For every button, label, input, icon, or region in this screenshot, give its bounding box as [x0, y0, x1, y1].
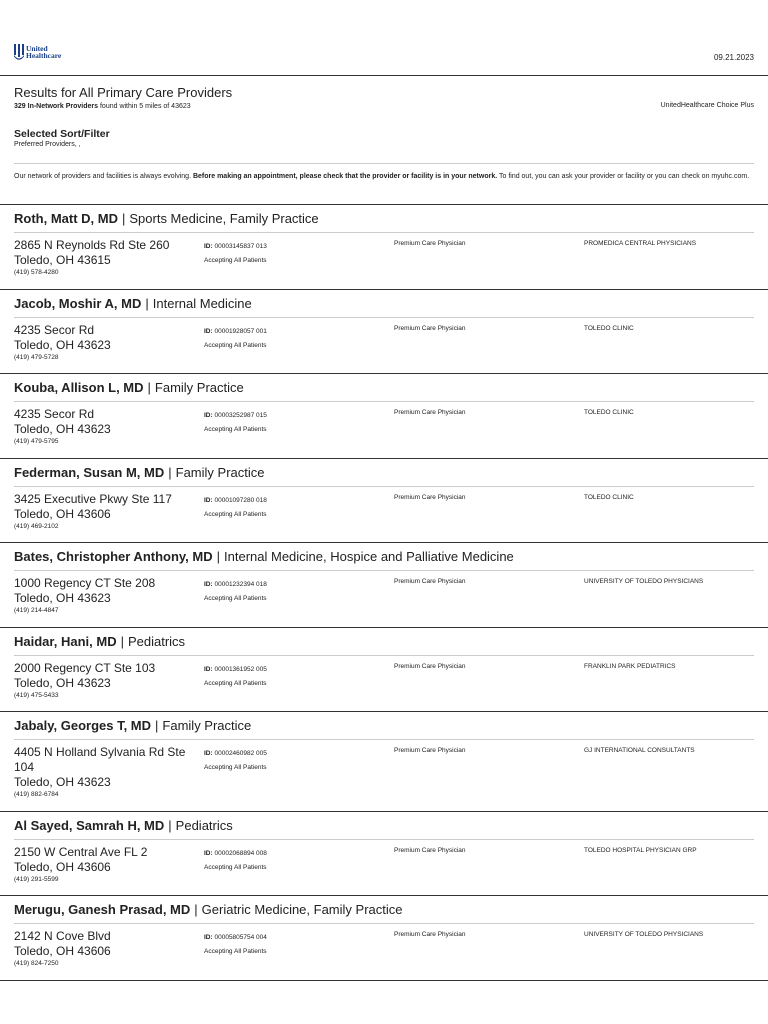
provider-card — [0, 289, 768, 374]
provider-specialty: Internal Medicine, Hospice and Palliative Medicine — [224, 549, 514, 564]
id-label: ID: — [204, 412, 213, 419]
medical-group: UNIVERSITY OF TOLEDO PHYSICIANS — [584, 578, 704, 585]
provider-address — [14, 492, 194, 531]
accepting-status: Accepting All Patients — [204, 764, 267, 771]
page-header — [0, 0, 768, 76]
accepting-status: Accepting All Patients — [204, 342, 267, 349]
provider-name[interactable]: Merugu, Ganesh Prasad, MD — [14, 902, 191, 917]
provider-designation: Premium Care Physician — [394, 409, 466, 416]
divider — [14, 232, 754, 233]
medical-group: TOLEDO CLINIC — [584, 409, 634, 416]
provider-phone[interactable]: (419) 291-5599 — [14, 876, 59, 883]
accepting-status: Accepting All Patients — [204, 257, 267, 264]
results-summary — [14, 85, 754, 110]
id-value: 00001097280 018 — [214, 497, 267, 504]
separator: | — [120, 634, 124, 649]
accepting-status: Accepting All Patients — [204, 864, 267, 871]
provider-id-block — [204, 931, 267, 959]
id-label: ID: — [204, 581, 213, 588]
provider-phone[interactable]: (419) 578-4280 — [14, 269, 59, 276]
provider-card — [0, 373, 768, 459]
provider-heading — [14, 718, 754, 733]
medical-group: UNIVERSITY OF TOLEDO PHYSICIANS — [584, 931, 704, 938]
accepting-status: Accepting All Patients — [204, 511, 267, 518]
address-line-2: Toledo, OH 43606 — [14, 860, 111, 874]
separator: | — [155, 718, 159, 733]
id-value: 00002460982 005 — [214, 750, 267, 757]
address-line-1: 2865 N Reynolds Rd Ste 260 — [14, 238, 170, 252]
sort-filter-section — [14, 128, 754, 148]
address-line-1: 4235 Secor Rd — [14, 407, 95, 421]
id-label: ID: — [204, 666, 213, 673]
sort-filter-value: Preferred Providers, , — [14, 141, 81, 148]
accepting-status: Accepting All Patients — [204, 426, 267, 433]
provider-card — [0, 627, 768, 712]
divider — [14, 739, 754, 740]
provider-id-block — [204, 240, 267, 268]
report-date: 09.21.2023 — [713, 53, 754, 62]
provider-designation: Premium Care Physician — [394, 663, 466, 670]
provider-heading — [14, 818, 754, 833]
unitedhealthcare-logo — [14, 44, 61, 60]
divider — [14, 163, 754, 164]
provider-id — [204, 931, 267, 945]
provider-specialty: Family Practice — [154, 380, 244, 395]
medical-group: TOLEDO HOSPITAL PHYSICIAN GRP — [584, 847, 697, 854]
id-label: ID: — [204, 750, 213, 757]
provider-heading — [14, 634, 754, 649]
separator: | — [216, 549, 221, 564]
medical-group: TOLEDO CLINIC — [584, 494, 634, 501]
address-line-2: Toledo, OH 43623 — [14, 591, 111, 605]
provider-count: 329 In-Network Providers — [14, 103, 99, 110]
provider-heading — [14, 465, 754, 480]
provider-heading — [14, 380, 754, 395]
provider-id-block — [204, 325, 267, 353]
address-line-1: 2150 W Central Ave FL 2 — [14, 845, 148, 859]
divider — [14, 655, 754, 656]
provider-id-block — [204, 494, 267, 522]
provider-specialty: Sports Medicine, Family Practice — [129, 211, 319, 226]
provider-address — [14, 845, 194, 884]
provider-name[interactable]: Kouba, Allison L, MD — [14, 380, 144, 395]
provider-designation: Premium Care Physician — [394, 240, 466, 247]
divider — [14, 401, 754, 402]
provider-card — [0, 711, 768, 812]
separator: | — [168, 818, 172, 833]
plan-name: UnitedHealthcare Choice Plus — [660, 102, 754, 109]
divider — [14, 317, 754, 318]
provider-specialty: Pediatrics — [175, 818, 233, 833]
separator: | — [145, 296, 149, 311]
provider-name[interactable]: Bates, Christopher Anthony, MD — [14, 549, 213, 564]
provider-card — [0, 895, 768, 981]
id-label: ID: — [204, 497, 213, 504]
address-line-1: 2142 N Cove Blvd — [14, 929, 111, 943]
provider-phone[interactable]: (419) 479-5795 — [14, 438, 59, 445]
address-line-2: Toledo, OH 43623 — [14, 338, 111, 352]
provider-address — [14, 323, 194, 362]
provider-card — [0, 542, 768, 628]
provider-id — [204, 325, 267, 339]
address-line-1: 4405 N Holland Sylvania Rd Ste 104 — [14, 745, 186, 774]
provider-name[interactable]: Roth, Matt D, MD — [14, 211, 118, 226]
medical-group: PROMEDICA CENTRAL PHYSICIANS — [584, 240, 697, 247]
provider-id-block — [204, 663, 267, 691]
provider-address — [14, 407, 194, 446]
id-value: 00001361952 005 — [214, 666, 267, 673]
address-line-1: 4235 Secor Rd — [14, 323, 95, 337]
address-line-2: Toledo, OH 43623 — [14, 422, 111, 436]
provider-id-block — [204, 578, 267, 606]
provider-phone[interactable]: (419) 475-5433 — [14, 692, 59, 699]
provider-phone[interactable]: (419) 882-6784 — [14, 791, 59, 798]
provider-phone[interactable]: (419) 479-5728 — [14, 354, 59, 361]
provider-designation: Premium Care Physician — [394, 747, 466, 754]
id-value: 00001928057 001 — [214, 328, 267, 335]
accepting-status: Accepting All Patients — [204, 948, 267, 955]
id-label: ID: — [204, 934, 213, 941]
sort-filter-title: Selected Sort/Filter — [14, 128, 110, 140]
provider-id — [204, 578, 267, 592]
provider-name[interactable]: Federman, Susan M, MD — [14, 465, 165, 480]
search-radius-text: found within 5 miles of 43623 — [98, 103, 191, 110]
provider-name[interactable]: Jabaly, Georges T, MD — [14, 718, 152, 733]
provider-specialty: Internal Medicine — [152, 296, 252, 311]
medical-group: GJ INTERNATIONAL CONSULTANTS — [584, 747, 695, 754]
provider-designation: Premium Care Physician — [394, 578, 466, 585]
provider-phone[interactable]: (419) 469-2102 — [14, 523, 59, 530]
divider — [0, 980, 768, 981]
provider-specialty: Family Practice — [175, 465, 265, 480]
provider-id — [204, 494, 267, 508]
address-line-2: Toledo, OH 43606 — [14, 507, 111, 521]
divider — [14, 486, 754, 487]
provider-id — [204, 847, 267, 861]
provider-heading — [14, 211, 754, 226]
provider-id-block — [204, 409, 267, 437]
provider-name[interactable]: Jacob, Moshir A, MD — [14, 296, 142, 311]
provider-address — [14, 929, 194, 968]
separator: | — [147, 380, 151, 395]
provider-id — [204, 240, 267, 254]
provider-designation: Premium Care Physician — [394, 931, 466, 938]
provider-address — [14, 661, 194, 700]
provider-name[interactable]: Haidar, Hani, MD — [14, 634, 117, 649]
provider-specialty: Pediatrics — [127, 634, 186, 649]
id-label: ID: — [204, 243, 213, 250]
id-value: 00005805754 004 — [214, 934, 267, 941]
accepting-status: Accepting All Patients — [204, 595, 267, 602]
provider-address — [14, 238, 194, 277]
provider-id — [204, 747, 267, 761]
provider-phone[interactable]: (419) 214-4847 — [14, 607, 59, 614]
provider-id-block — [204, 847, 267, 875]
accepting-status: Accepting All Patients — [204, 680, 267, 687]
address-line-2: Toledo, OH 43606 — [14, 944, 111, 958]
id-label: ID: — [204, 850, 213, 857]
provider-id — [204, 663, 267, 677]
separator: | — [194, 902, 198, 917]
results-title: Results for All Primary Care Providers — [14, 85, 233, 100]
address-line-1: 3425 Executive Pkwy Ste 117 — [14, 492, 172, 506]
provider-address — [14, 745, 194, 799]
divider — [14, 923, 754, 924]
provider-card — [0, 811, 768, 896]
provider-id-block — [204, 747, 267, 775]
separator: | — [168, 465, 172, 480]
provider-phone[interactable]: (419) 824-7250 — [14, 960, 59, 967]
address-line-1: 2000 Regency CT Ste 103 — [14, 661, 156, 675]
provider-address — [14, 576, 194, 615]
divider — [14, 570, 754, 571]
medical-group: FRANKLIN PARK PEDIATRICS — [584, 663, 676, 670]
network-notice: Our network of providers and facilities is always evolving. Before making an appointment, please check that the provider or facility is in your network. To find out, you can ask your provider or facility or you can check on myuhc.com. — [14, 173, 750, 180]
provider-card — [0, 204, 768, 290]
provider-id — [204, 409, 267, 423]
logo-wordmark: United Healthcare — [26, 44, 62, 60]
provider-designation: Premium Care Physician — [394, 494, 466, 501]
logo-u-icon — [14, 44, 24, 60]
provider-heading — [14, 296, 754, 311]
provider-card — [0, 458, 768, 543]
id-value: 00001232394 018 — [214, 581, 267, 588]
provider-designation: Premium Care Physician — [394, 847, 466, 854]
divider — [14, 839, 754, 840]
provider-heading — [14, 902, 754, 917]
provider-name[interactable]: Al Sayed, Samrah H, MD — [14, 818, 165, 833]
id-value: 00002068894 008 — [214, 850, 267, 857]
medical-group: TOLEDO CLINIC — [584, 325, 634, 332]
id-label: ID: — [204, 328, 213, 335]
id-value: 00003252987 015 — [214, 412, 267, 419]
address-line-1: 1000 Regency CT Ste 208 — [14, 576, 156, 590]
provider-specialty: Family Practice — [162, 718, 252, 733]
provider-heading — [14, 549, 754, 564]
address-line-2: Toledo, OH 43623 — [14, 676, 111, 690]
address-line-2: Toledo, OH 43623 — [14, 775, 111, 789]
provider-designation: Premium Care Physician — [394, 325, 466, 332]
address-line-2: Toledo, OH 43615 — [14, 253, 111, 267]
id-value: 00003145837 013 — [214, 243, 267, 250]
results-count-line — [14, 103, 754, 110]
separator: | — [121, 211, 126, 226]
provider-specialty: Geriatric Medicine, Family Practice — [201, 902, 403, 917]
